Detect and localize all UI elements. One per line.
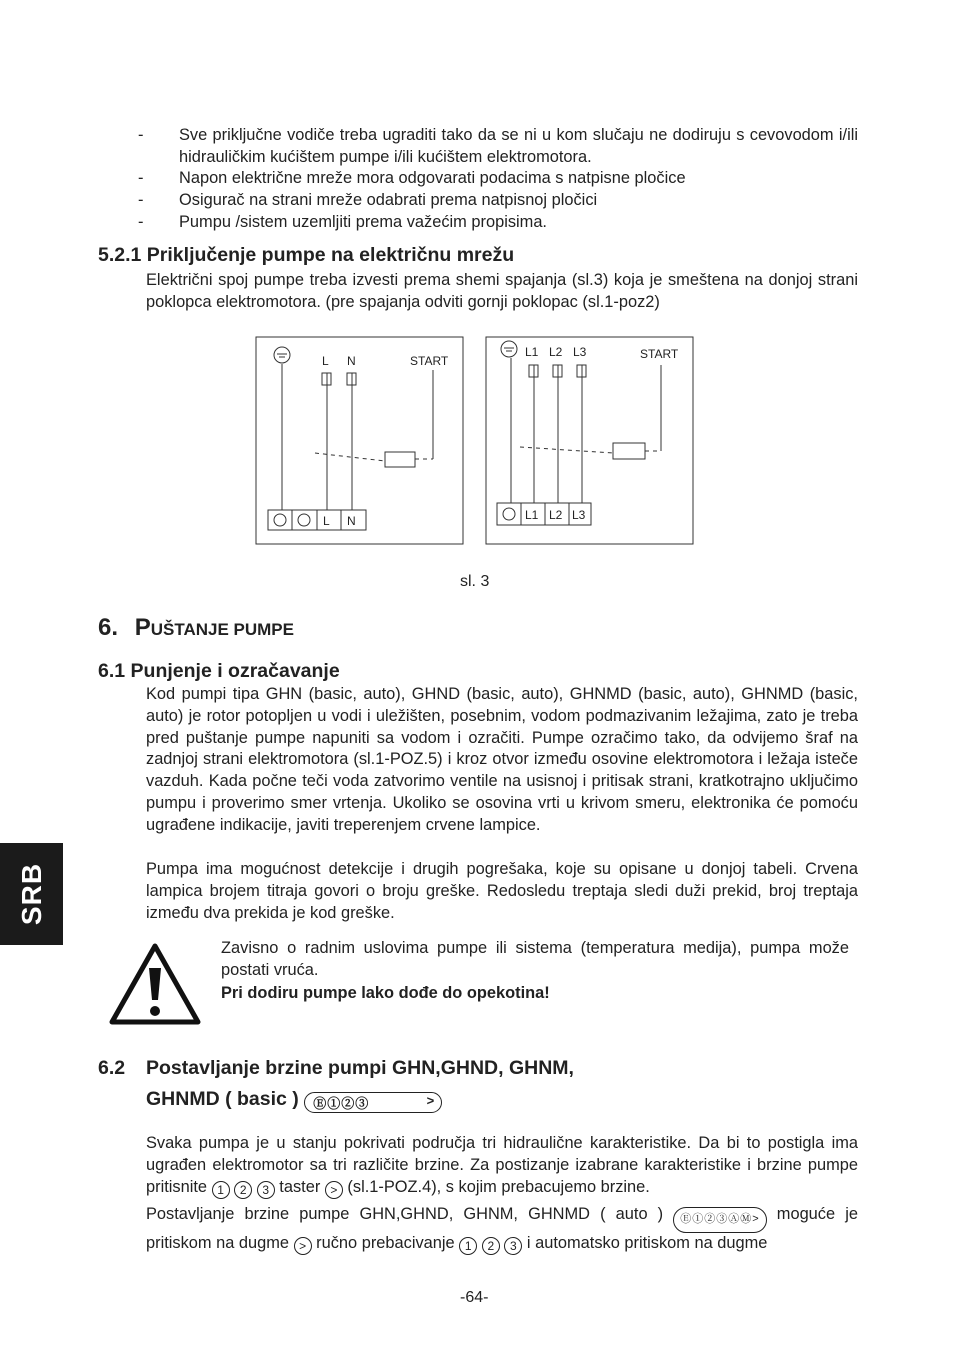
bullet-item: - Osigurač na strani mreže odabrati prema natpisnoj pločici xyxy=(138,190,858,212)
bullet-text: Napon električne mreže mora odgovarati podacima s natpisne pločice xyxy=(179,169,686,187)
terminal-l: L xyxy=(323,514,330,528)
speed-2-icon: 2 xyxy=(482,1237,500,1255)
chapter-heading xyxy=(98,614,294,642)
chapter-number: 6. xyxy=(98,614,119,641)
auto-control-panel-icon: Ⓔ①②③ⒶⓂ> xyxy=(673,1207,766,1233)
basic-symbols: Ⓔ①②③ xyxy=(313,1096,370,1111)
language-tab-label: SRB xyxy=(15,862,47,926)
p1-text-a: Svaka pumpa je u stanju pokrivati područja tri hidraulične karakteristike. Da bi to postigla ima ugrađen elektromotor sa tri različite brzine. Za postizanje izabrane karakteristike i brzine pumpe pritisnite xyxy=(146,1134,858,1196)
label-l1: L1 xyxy=(525,345,539,359)
bullet-item: - Pumpu /sistem uzemljiti prema važećim propisima. xyxy=(138,212,858,234)
label-start-right: START xyxy=(640,347,679,361)
warning-text: Zavisno o radnim uslovima pumpe ili sistema (temperatura medija), pumpa može postati vruća. xyxy=(221,939,849,979)
p2-text-b: moguće je pritiskom na dugme xyxy=(146,1205,858,1252)
label-l3: L3 xyxy=(573,345,587,359)
three-phase-box xyxy=(486,337,693,544)
section-body-62-p2 xyxy=(146,1204,858,1255)
terminal-l2: L2 xyxy=(549,508,563,522)
figure-caption: sl. 3 xyxy=(460,573,490,590)
label-l2: L2 xyxy=(549,345,563,359)
p2-text-c: ručno prebacivanje xyxy=(316,1233,455,1252)
single-phase-box xyxy=(256,337,463,544)
terminal-l1: L1 xyxy=(525,508,539,522)
terminal-n: N xyxy=(347,514,356,528)
wiring-diagram xyxy=(255,335,695,547)
p2-text-a: Postavljanje brzine pumpe GHN,GHND, GHNM, GHNMD ( auto ) xyxy=(146,1205,664,1223)
page-number: -64- xyxy=(460,1289,489,1306)
p1-text-c: (sl.1-POZ.4), s kojim prebacujemo brzine. xyxy=(347,1177,650,1196)
section-number-62: 6.2 xyxy=(98,1057,126,1079)
section-body-61: Kod pumpi tipa GHN (basic, auto), GHND (basic, auto), GHNMD (basic, auto), GHNMD (basic, auto) je rotor potopljen u vodi i uležišten, posebnim, vodom podmazivanim ležajima, zato je treba pred puštanje pumpe napuniti sa vodom i ozračiti. Pumpe ozračimo tako, da odvijemo šraf na zadnjoj strani elektromotora (sl.1-POZ.5) i kroz otvor između osovine elektromotora i ležaja isteče vazduh. Kada počne teči voda zatvorimo ventile na usisnoj i pritisak strani, kratkotrajno uključimo pumpu i proverimo smer vrtenja. Ukoliko se osovina vrti u krivom smeru, elektronika će pomoću ugrađene indikacije, javiti treperenjem crvene lampice. xyxy=(146,685,858,834)
section-body-61b: Pumpa ima mogućnost detekcije i drugih pogrešaka, koje su opisane u donjoj tabeli. Crvena lampica brojem titraja govori o broju greške. Redosledu treptaja sledi duži prekid, broj treptaja između dva prekida je kod greške. xyxy=(146,860,858,922)
heading-62-text: GHNMD ( basic ) xyxy=(146,1088,299,1110)
label-n: N xyxy=(347,354,356,368)
bullet-item: - Napon električne mreže mora odgovarati podacima s natpisne pločice xyxy=(138,168,858,190)
section-body-521: Električni spoj pumpe treba izvesti prema shemi spajanja (sl.3) koja je smeštena na donjoj strani poklopca elektromotora. (pre spajanja odviti gornji poklopac (sl.1-poz2) xyxy=(146,271,858,311)
language-tab xyxy=(0,843,63,945)
chapter-title-first: P xyxy=(134,614,151,641)
speed-3-icon: 3 xyxy=(257,1181,275,1199)
bullet-text: Pumpu /sistem uzemljiti prema važećim propisima. xyxy=(179,213,547,231)
section-heading-62-line2 xyxy=(146,1088,442,1113)
next-arrow-icon: > xyxy=(294,1237,312,1255)
speed-1-icon: 1 xyxy=(459,1237,477,1255)
warning-bold: Pri dodiru pumpe lako dođe do opekotina! xyxy=(221,984,550,1002)
warning-icon xyxy=(108,942,202,1026)
basic-control-panel-icon xyxy=(304,1092,442,1113)
section-heading-62-line1: Postavljanje brzine pumpi GHN,GHND, GHNM, xyxy=(146,1057,574,1079)
speed-2-icon: 2 xyxy=(234,1181,252,1199)
p2-text-d: i automatsko pritiskom na dugme xyxy=(526,1233,768,1252)
speed-1-icon: 1 xyxy=(212,1181,230,1199)
next-arrow-icon: > xyxy=(426,1093,436,1108)
p1-text-b: taster xyxy=(279,1177,321,1196)
next-arrow-icon: > xyxy=(325,1181,343,1199)
speed-3-icon: 3 xyxy=(504,1237,522,1255)
section-body-62-p1 xyxy=(146,1133,858,1199)
label-start-left: START xyxy=(410,354,449,368)
chapter-title-rest: UŠTANJE PUMPE xyxy=(150,620,294,639)
bullet-item: - Sve priključne vodiče treba ugraditi tako da se ni u kom slučaju ne dodiruju s cevovodom i/ili hidrauličkim kućištem pumpe i/ili kućištem elektromotora. xyxy=(138,125,858,168)
label-l: L xyxy=(322,354,329,368)
bullet-text: Sve priključne vodiče treba ugraditi tako da se ni u kom slučaju ne dodiruju s cevovodom i/ili hidrauličkim kućištem pumpe i/ili kućištem elektromotora. xyxy=(179,126,858,166)
bullet-text: Osigurač na strani mreže odabrati prema natpisnoj pločici xyxy=(179,191,598,209)
terminal-l3: L3 xyxy=(572,508,586,522)
section-heading-61: 6.1 Punjenje i ozračavanje xyxy=(98,660,340,682)
section-heading-521: 5.2.1 Priključenje pumpe na električnu mrežu xyxy=(98,244,515,266)
